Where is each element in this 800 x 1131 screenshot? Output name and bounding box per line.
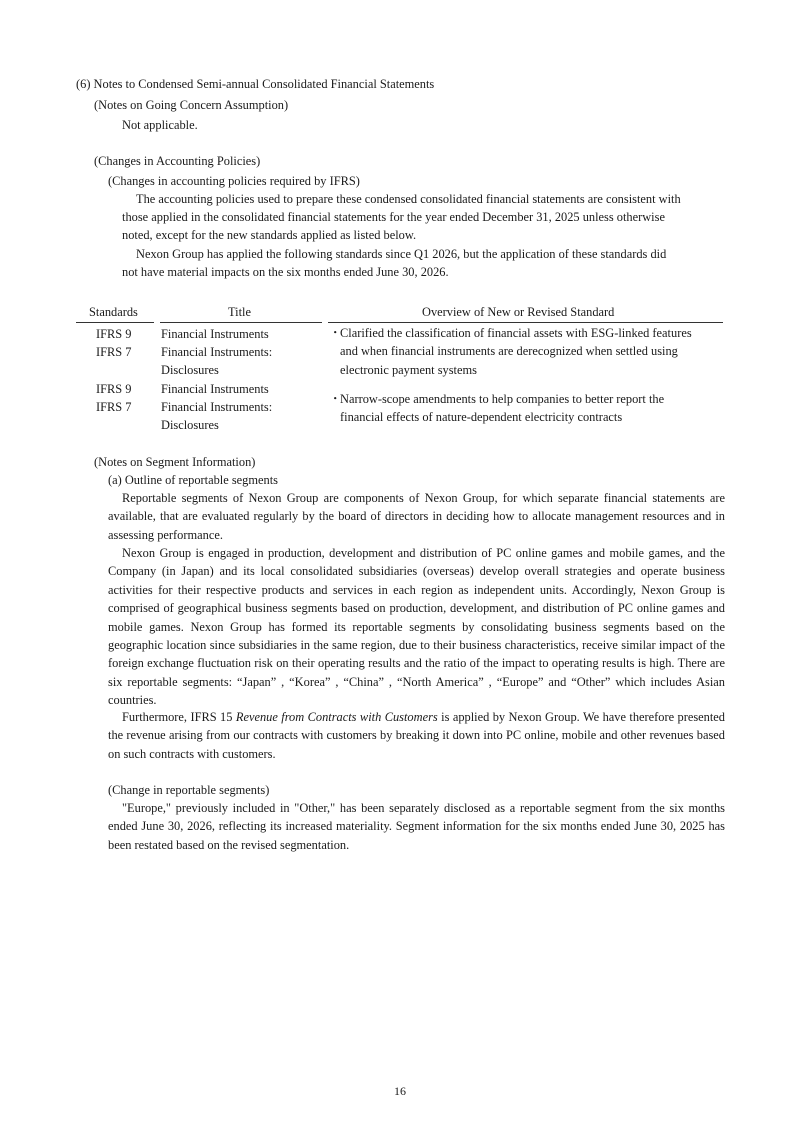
table-header-overview: Overview of New or Revised Standard <box>422 305 615 319</box>
policy-para1-line1: The accounting policies used to prepare these condensed consolidated financial statements are consistent with <box>136 192 681 206</box>
segment-info-subheading: (a) Outline of reportable segments <box>108 473 278 487</box>
table-row-g2-r2-title: Financial Instruments: Disclosures <box>161 400 273 433</box>
segment-para1: Reportable segments of Nexon Group are components of Nexon Group, for which separate financial statements are available, that are evaluated regularly by the board of directors in deciding how to allocate management resources and in assessing performance. <box>108 491 725 542</box>
segment-info-heading: (Notes on Segment Information) <box>94 455 256 469</box>
table-header-title: Title <box>228 305 251 319</box>
policy-para1-line2: those applied in the consolidated financial statements for the year ended December 31, 2025 unless otherwise <box>122 210 665 224</box>
table-row-g1-r2-title: Financial Instruments: Disclosures <box>161 345 273 378</box>
table-header-rule-standards <box>76 322 154 323</box>
policy-para1-line3: noted, except for the new standards applied as listed below. <box>122 228 417 242</box>
bullet-mark: ・ <box>329 392 342 406</box>
standard-name-italic: Revenue from Contracts with Customers <box>235 710 438 724</box>
table-row-g1-r2-standard: IFRS 7 <box>96 345 132 359</box>
segment-change-para: "Europe," previously included in "Other," has been separately disclosed as a reportable segment from the six months ended June 30, 2026, reflecting its increased materiality. Segment information for the six months ended June 30, 2025 has been restated based on the revised segmentation. <box>108 801 725 852</box>
accounting-policies-subheading: (Changes in accounting policies required by IFRS) <box>108 174 360 188</box>
accounting-policies-heading: (Changes in Accounting Policies) <box>94 154 261 168</box>
table-header-rule-overview <box>328 322 723 323</box>
segment-change-heading: (Change in reportable segments) <box>108 783 270 797</box>
segment-para3: Furthermore, IFRS 15 Revenue from Contracts with Customers is applied by Nexon Group. We have therefore presented the revenue arising from our contracts with customers by breaking it down into PC online, mobile and other revenues based on such contracts with customers. <box>108 710 726 761</box>
policy-para2-line2: not have material impacts on the six months ended June 30, 2026. <box>122 265 449 279</box>
table-row-g2-r2-standard: IFRS 7 <box>96 400 132 414</box>
bullet-mark: ・ <box>329 326 342 340</box>
table-row-g2-r1-standard: IFRS 9 <box>96 382 132 396</box>
section-title: (6) Notes to Condensed Semi-annual Consolidated Financial Statements <box>76 77 435 91</box>
going-concern-text: Not applicable. <box>122 118 198 132</box>
table-header-standards: Standards <box>89 305 138 319</box>
segment-para2: Nexon Group is engaged in production, development and distribution of PC online games and mobile games, and the Company (in Japan) and its local consolidated subsidiaries (overseas) develop overall strategies and operate business activities for their respective products and services in each region as independent units. Accordingly, Nexon Group is comprised of geographical business segments based on production, development, and distribution of PC online games and mobile games. Nexon Group has formed its reportable segments by consolidating business segments based on the geographic location since subsidiaries in the same region, due to their business characteristics, receive similar impact of the foreign exchange fluctuation risk on their operating results and the ratio of the impact to operating results is high. There are six reportable segments: “Japan” , “Korea” , “China” , “North America” , “Europe” and “Other” which includes Asian countries. <box>108 546 725 708</box>
policy-para2-line1: Nexon Group has applied the following standards since Q1 2026, but the application of these standards did <box>136 247 667 261</box>
table-row-g1-r1-title: Financial Instruments <box>161 327 269 341</box>
table-header-rule-title <box>160 322 322 323</box>
table-row-g2-r1-title: Financial Instruments <box>161 382 269 396</box>
table-row-g1-r1-standard: IFRS 9 <box>96 327 132 341</box>
going-concern-heading: (Notes on Going Concern Assumption) <box>94 98 289 112</box>
page-number: 16 <box>394 1084 406 1098</box>
